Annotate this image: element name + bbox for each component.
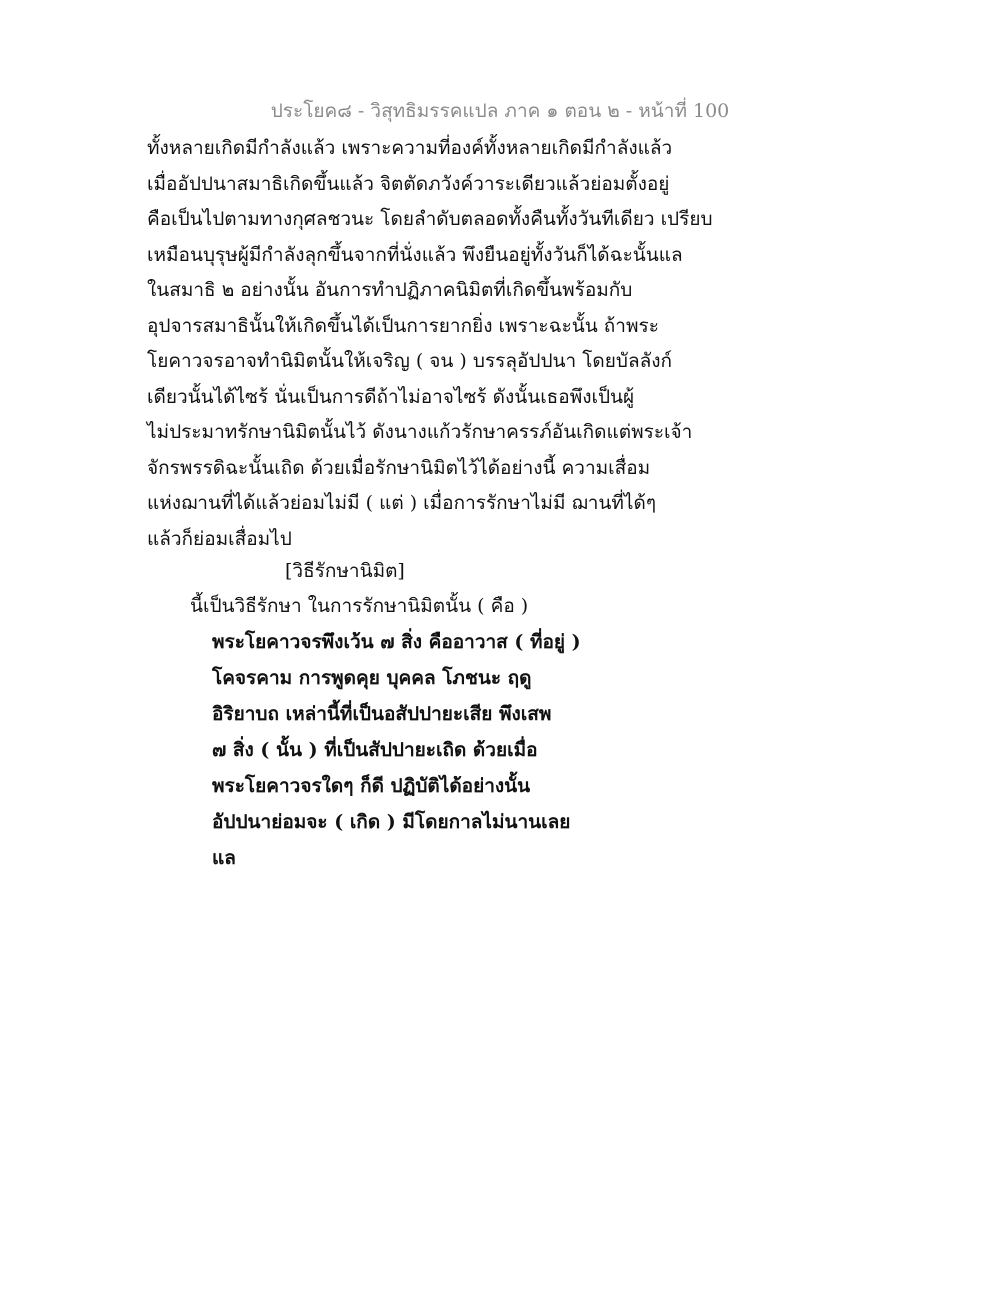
quote-line: โคจรคาม การพูดคุย บุคคล โภชนะ ฤดู bbox=[212, 667, 532, 689]
quote-line: อัปปนาย่อมจะ ( เกิด ) มีโดยกาลไม่นานเลย bbox=[212, 811, 571, 833]
section-heading: [วิธีรักษานิมิต] bbox=[285, 560, 405, 582]
body-line: โยคาวจรอาจทำนิมิตนั้นให้เจริญ ( จน ) บรรลุอัปปนา โดยบัลลังก์ bbox=[147, 350, 673, 372]
body-line: เมื่ออัปปนาสมาธิเกิดขึ้นแล้ว จิตตัดภวังค์วาระเดียวแล้วย่อมตั้งอยู่ bbox=[147, 172, 670, 195]
body-line: อุปจารสมาธินั้นให้เกิดขึ้นได้เป็นการยากยิ่ง เพราะฉะนั้น ถ้าพระ bbox=[147, 314, 659, 337]
body-line: จักรพรรดิฉะนั้นเถิด ด้วยเมื่อรักษานิมิตไว้ได้อย่างนี้ ความเสื่อม bbox=[147, 456, 651, 479]
quoted-passage bbox=[212, 624, 712, 876]
body-line: เหมือนบุรุษผู้มีกำลังลุกขึ้นจากที่นั่งแล้ว พึงยืนอยู่ทั้งวันก็ได้ฉะนั้นแล bbox=[147, 243, 683, 266]
body-line: ทั้งหลายเกิดมีกำลังแล้ว เพราะความที่องค์ทั้งหลายเกิดมีกำลังแล้ว bbox=[147, 137, 673, 159]
body-line: แห่งฌานที่ได้แล้วย่อมไม่มี ( แต่ ) เมื่อการรักษาไม่มี ฌานที่ได้ๆ bbox=[147, 492, 657, 514]
quote-line: ๗ สิ่ง ( นั้น ) ที่เป็นสัปปายะเถิด ด้วยเมื่อ bbox=[212, 739, 538, 761]
body-line: แล้วก็ย่อมเสื่อมไป bbox=[147, 527, 292, 550]
running-header: ประโยค๘ - วิสุทธิมรรคแปล ภาค ๑ ตอน ๒ - หน้าที่ 100 bbox=[270, 100, 730, 122]
quote-line: พระโยคาวจรใดๆ ก็ดี ปฏิบัติได้อย่างนั้น bbox=[212, 775, 531, 797]
quote-line: อิริยาบถ เหล่านี้ที่เป็นอสัปปายะเสีย พึงเสพ bbox=[212, 703, 552, 725]
section-intro: นี้เป็นวิธีรักษา ในการรักษานิมิตนั้น ( คือ ) bbox=[190, 595, 529, 617]
body-line: ในสมาธิ ๒ อย่างนั้น อันการทำปฏิภาคนิมิตที่เกิดขึ้นพร้อมกับ bbox=[147, 279, 633, 301]
body-paragraph bbox=[147, 131, 867, 557]
body-line: เดียวนั้นได้ไซร้ นั่นเป็นการดีถ้าไม่อาจไซร้ ดังนั้นเธอพึงเป็นผู้ bbox=[147, 385, 635, 408]
body-line: ไม่ประมาทรักษานิมิตนั้นไว้ ดังนางแก้วรักษาครรภ์อันเกิดแต่พระเจ้า bbox=[147, 421, 693, 443]
quote-line: แล bbox=[212, 847, 236, 869]
quote-line: พระโยคาวจรพึงเว้น ๗ สิ่ง คืออาวาส ( ที่อยู่ ) bbox=[212, 631, 581, 653]
body-line: คือเป็นไปตามทางกุศลชวนะ โดยลำดับตลอดทั้งคืนทั้งวันทีเดียว เปรียบ bbox=[147, 208, 713, 230]
